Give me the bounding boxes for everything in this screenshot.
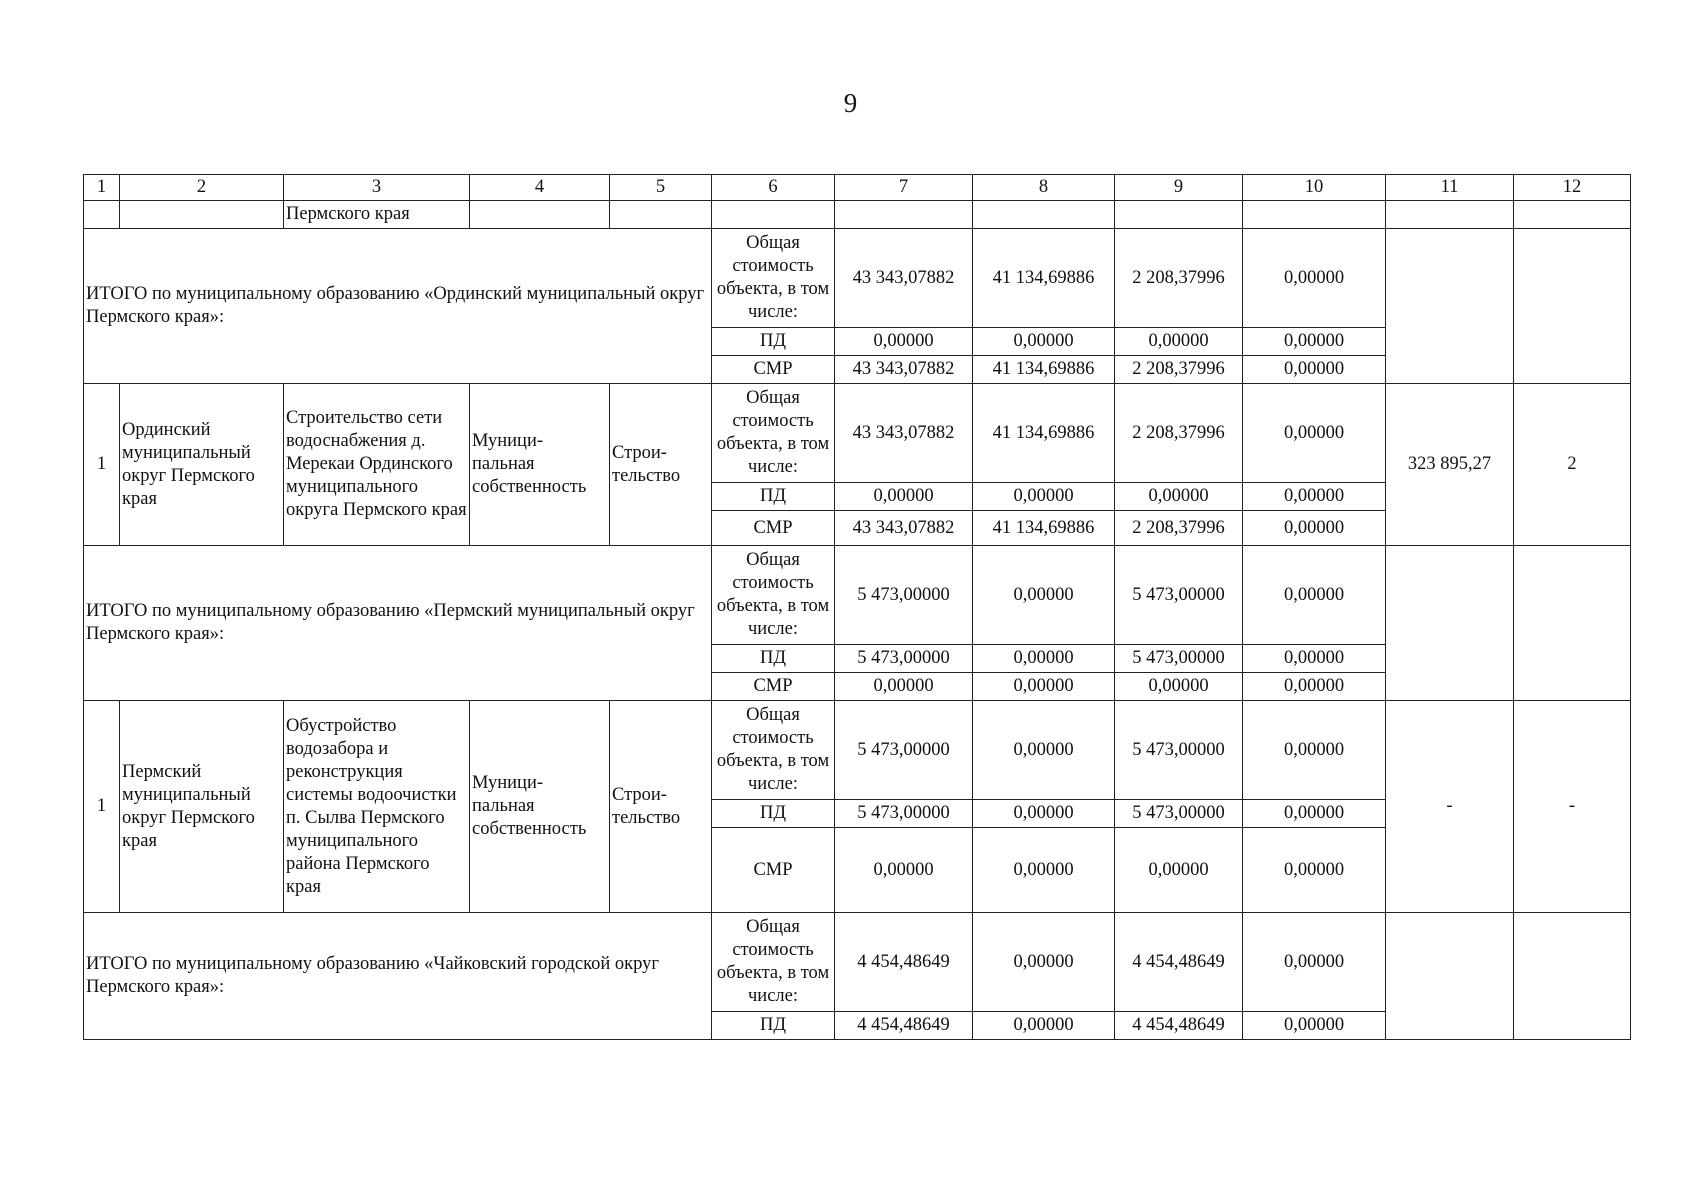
value-cell: 0,00000 <box>973 328 1115 356</box>
value-cell: 2 208,37996 <box>1115 384 1243 483</box>
value-cell: 0,00000 <box>973 800 1115 828</box>
value-cell: 4 454,48649 <box>835 1012 973 1040</box>
value-cell: 0,00000 <box>835 328 973 356</box>
value-cell: 0,00000 <box>1243 645 1386 673</box>
smr-label: СМР <box>712 673 835 701</box>
value-cell: 0,00000 <box>1243 328 1386 356</box>
value-cell: 2 208,37996 <box>1115 356 1243 384</box>
object-municipality: Пермский муниципальный округ Пермского края <box>120 701 284 913</box>
total-cost-label: Общая стоимость объекта, в том числе: <box>712 229 835 328</box>
header-cell: 3 <box>284 175 470 201</box>
object-ownership: Муници- пальная собственность <box>470 701 610 913</box>
header-cell: 9 <box>1115 175 1243 201</box>
total-cost-label: Общая стоимость объекта, в том числе: <box>712 701 835 800</box>
value-cell: 41 134,69886 <box>973 511 1115 546</box>
total-cost-label: Общая стоимость объекта, в том числе: <box>712 913 835 1012</box>
section-total-row <box>84 546 1631 645</box>
value-cell: 0,00000 <box>1115 673 1243 701</box>
value-cell: 5 473,00000 <box>835 800 973 828</box>
value-cell: 4 454,48649 <box>1115 913 1243 1012</box>
object-work-type: Строи- тельство <box>610 701 712 913</box>
value-cell: 43 343,07882 <box>835 229 973 328</box>
value-cell: 43 343,07882 <box>835 511 973 546</box>
value-cell: 0,00000 <box>1115 828 1243 913</box>
object-total-row <box>84 701 1631 800</box>
value-cell: 0,00000 <box>973 828 1115 913</box>
value-cell: 0,00000 <box>1243 546 1386 645</box>
header-row <box>84 175 1631 201</box>
continuation-text: Пермского края <box>284 201 470 229</box>
header-cell: 6 <box>712 175 835 201</box>
value-cell: 0,00000 <box>1243 913 1386 1012</box>
value-cell: 0,00000 <box>973 546 1115 645</box>
object-ownership: Муници- пальная собственность <box>470 384 610 546</box>
header-cell: 5 <box>610 175 712 201</box>
value-cell: 4 454,48649 <box>1115 1012 1243 1040</box>
value-cell: 0,00000 <box>1243 483 1386 511</box>
value-cell: 5 473,00000 <box>1115 546 1243 645</box>
object-total-row <box>84 384 1631 483</box>
header-cell: 7 <box>835 175 973 201</box>
section-title: ИТОГО по муниципальному образованию «Чайковский городской округ Пермского края»: <box>84 913 712 1040</box>
header-cell: 8 <box>973 175 1115 201</box>
value-cell: 0,00000 <box>835 673 973 701</box>
value-cell: 0,00000 <box>973 1012 1115 1040</box>
value-cell: 5 473,00000 <box>1115 701 1243 800</box>
continuation-row <box>84 201 1631 229</box>
smr-label: СМР <box>712 356 835 384</box>
header-cell: 1 <box>84 175 120 201</box>
object-col11: - <box>1386 701 1514 913</box>
pd-label: ПД <box>712 1012 835 1040</box>
total-cost-label: Общая стоимость объекта, в том числе: <box>712 384 835 483</box>
header-cell: 4 <box>470 175 610 201</box>
object-number: 1 <box>84 701 120 913</box>
value-cell: 41 134,69886 <box>973 229 1115 328</box>
value-cell: 41 134,69886 <box>973 356 1115 384</box>
smr-label: СМР <box>712 511 835 546</box>
object-name: Обустройство водозабора и реконструкция системы водоочистки п. Сылва Пермского муниципального района Пермского края <box>284 701 470 913</box>
value-cell: 0,00000 <box>973 673 1115 701</box>
value-cell: 0,00000 <box>1243 828 1386 913</box>
smr-label: СМР <box>712 828 835 913</box>
section-title: ИТОГО по муниципальному образованию «Ординский муниципальный округ Пермского края»: <box>84 229 712 384</box>
object-number: 1 <box>84 384 120 546</box>
value-cell: 2 208,37996 <box>1115 511 1243 546</box>
header-cell: 11 <box>1386 175 1514 201</box>
object-col12: - <box>1514 701 1631 913</box>
pd-label: ПД <box>712 483 835 511</box>
value-cell: 0,00000 <box>973 483 1115 511</box>
value-cell: 0,00000 <box>835 483 973 511</box>
value-cell: 5 473,00000 <box>835 645 973 673</box>
value-cell: 0,00000 <box>835 828 973 913</box>
pd-label: ПД <box>712 800 835 828</box>
value-cell: 0,00000 <box>1115 328 1243 356</box>
value-cell: 5 473,00000 <box>835 546 973 645</box>
section-total-row <box>84 229 1631 328</box>
object-col12: 2 <box>1514 384 1631 546</box>
object-municipality: Ординский муниципальный округ Пермского края <box>120 384 284 546</box>
object-col11: 323 895,27 <box>1386 384 1514 546</box>
header-cell: 12 <box>1514 175 1631 201</box>
value-cell: 41 134,69886 <box>973 384 1115 483</box>
pd-label: ПД <box>712 645 835 673</box>
value-cell: 0,00000 <box>1115 483 1243 511</box>
value-cell: 5 473,00000 <box>835 701 973 800</box>
value-cell: 0,00000 <box>1243 673 1386 701</box>
value-cell: 0,00000 <box>1243 701 1386 800</box>
value-cell: 0,00000 <box>1243 511 1386 546</box>
header-cell: 2 <box>120 175 284 201</box>
value-cell: 0,00000 <box>973 701 1115 800</box>
value-cell: 0,00000 <box>1243 800 1386 828</box>
value-cell: 2 208,37996 <box>1115 229 1243 328</box>
object-work-type: Строи- тельство <box>610 384 712 546</box>
value-cell: 0,00000 <box>1243 229 1386 328</box>
section-title: ИТОГО по муниципальному образованию «Пермский муниципальный округ Пермского края»: <box>84 546 712 701</box>
value-cell: 0,00000 <box>1243 1012 1386 1040</box>
total-cost-label: Общая стоимость объекта, в том числе: <box>712 546 835 645</box>
header-cell: 10 <box>1243 175 1386 201</box>
value-cell: 5 473,00000 <box>1115 645 1243 673</box>
page-number: 9 <box>843 88 858 118</box>
value-cell: 0,00000 <box>1243 384 1386 483</box>
pd-label: ПД <box>712 328 835 356</box>
value-cell: 4 454,48649 <box>835 913 973 1012</box>
value-cell: 43 343,07882 <box>835 384 973 483</box>
value-cell: 43 343,07882 <box>835 356 973 384</box>
object-name: Строительство сети водоснабжения д. Мерекаи Ординского муниципального округа Пермского края <box>284 384 470 546</box>
section-total-row <box>84 913 1631 1012</box>
value-cell: 0,00000 <box>973 913 1115 1012</box>
data-table <box>83 174 1631 1040</box>
value-cell: 0,00000 <box>1243 356 1386 384</box>
value-cell: 0,00000 <box>973 645 1115 673</box>
value-cell: 5 473,00000 <box>1115 800 1243 828</box>
